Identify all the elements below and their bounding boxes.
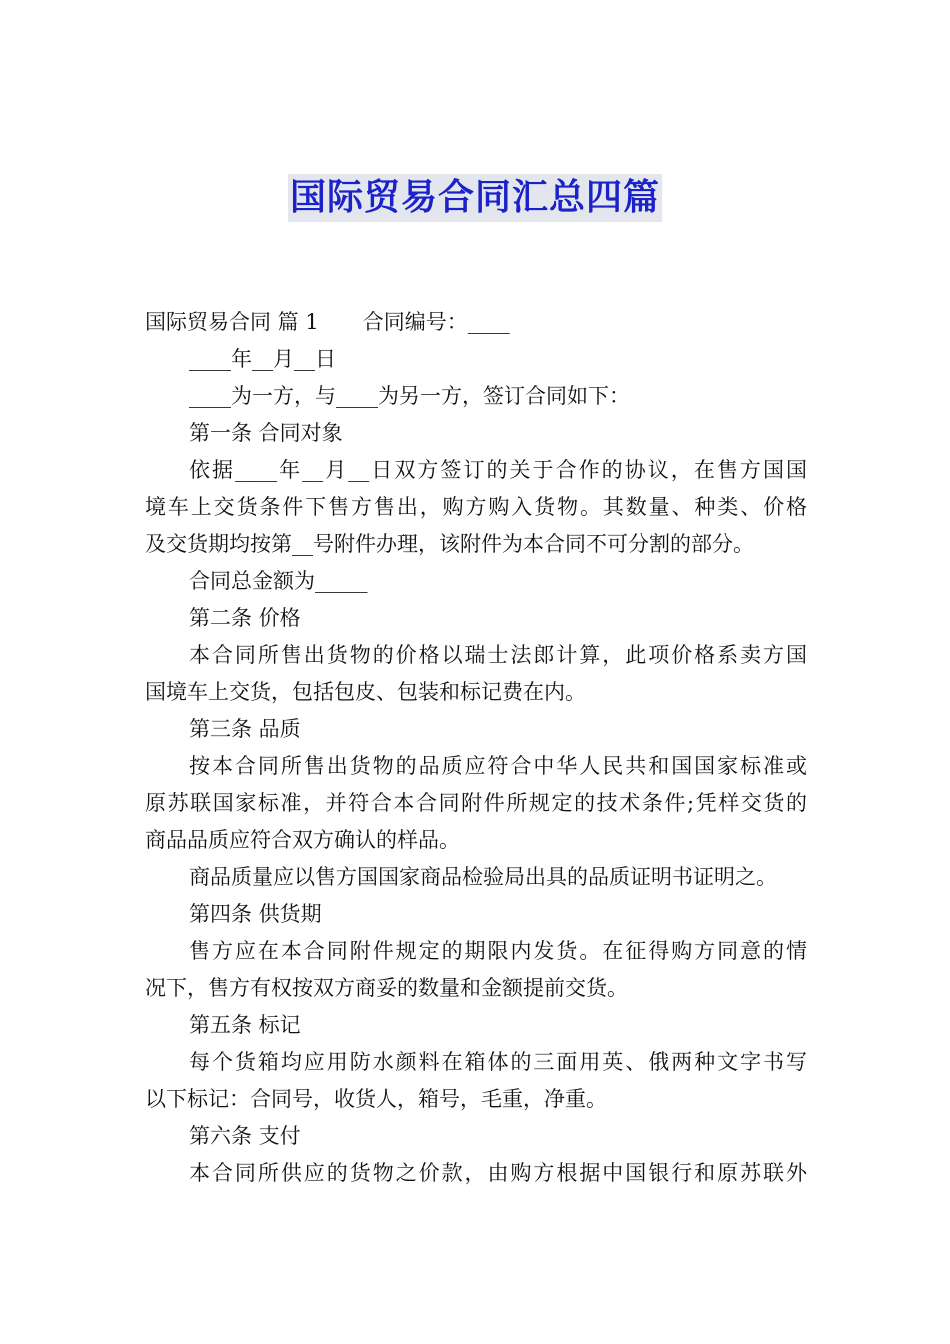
body-line: 商品质量应以售方国国家商品检验局出具的品质证明书证明之。 bbox=[189, 865, 777, 889]
body-line: 依据____年__月__日双方签订的关于合作的协议，在售方国国 bbox=[189, 458, 807, 482]
body-line: 境车上交货条件下售方售出，购方购入货物。其数量、种类、价格 bbox=[145, 495, 807, 519]
section-heading: 第三条 品质 bbox=[189, 717, 301, 741]
document-title: 国际贸易合同汇总四篇 bbox=[288, 174, 662, 222]
body-line: 原苏联国家标准，并符合本合同附件所规定的技术条件;凭样交货的 bbox=[145, 791, 807, 815]
section-heading: 第五条 标记 bbox=[189, 1013, 301, 1037]
section-heading: 第四条 供货期 bbox=[189, 902, 322, 926]
body-line: ____年__月__日 bbox=[189, 347, 336, 371]
body-line: 合同总金额为_____ bbox=[189, 569, 368, 593]
body-line: 按本合同所售出货物的品质应符合中华人民共和国国家标准或 bbox=[189, 754, 807, 778]
body-line bbox=[145, 304, 807, 341]
title-wrap bbox=[0, 174, 950, 222]
body-line: 及交货期均按第__号附件办理，该附件为本合同不可分割的部分。 bbox=[145, 532, 754, 556]
contract-number-label: 合同编号：____ bbox=[362, 310, 510, 334]
body-line: 国境车上交货，包括包皮、包装和标记费在内。 bbox=[145, 680, 586, 704]
body-line: ____为一方，与____为另一方，签订合同如下： bbox=[189, 384, 630, 408]
section-heading: 第一条 合同对象 bbox=[189, 421, 343, 445]
body-line: 售方应在本合同附件规定的期限内发货。在征得购方同意的情 bbox=[189, 939, 807, 963]
body-line: 商品品质应符合双方确认的样品。 bbox=[145, 828, 460, 852]
body-line: 本合同所售出货物的价格以瑞士法郎计算，此项价格系卖方国 bbox=[189, 643, 807, 667]
document-body bbox=[145, 304, 807, 1192]
section-heading: 第二条 价格 bbox=[189, 606, 301, 630]
section-heading: 第六条 支付 bbox=[189, 1124, 301, 1148]
body-line-text: 国际贸易合同 篇 1 bbox=[145, 310, 319, 334]
body-line: 本合同所供应的货物之价款，由购方根据中国银行和原苏联外 bbox=[189, 1161, 807, 1185]
body-line: 以下标记：合同号，收货人，箱号，毛重，净重。 bbox=[145, 1087, 607, 1111]
body-line: 每个货箱均应用防水颜料在箱体的三面用英、俄两种文字书写 bbox=[189, 1050, 807, 1074]
body-line: 况下，售方有权按双方商妥的数量和金额提前交货。 bbox=[145, 976, 628, 1000]
